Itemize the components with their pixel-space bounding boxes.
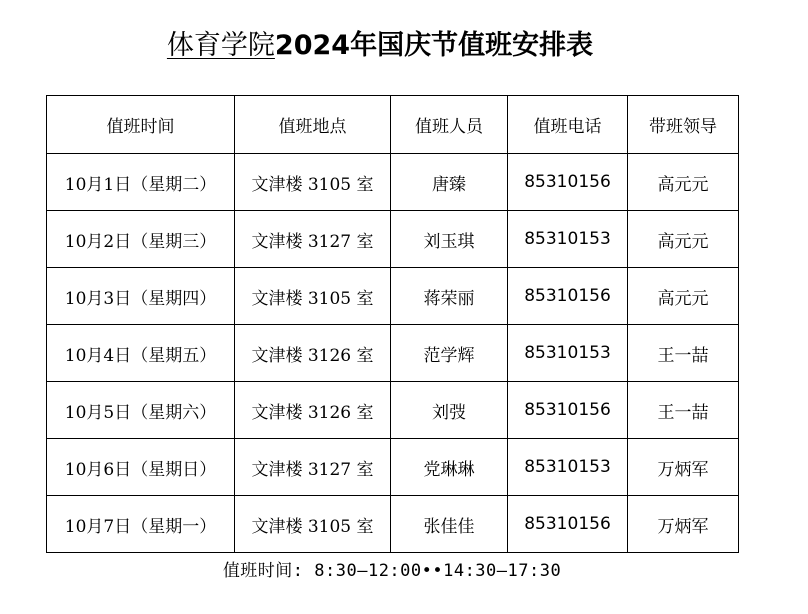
cell-phone: 85310156 <box>508 268 628 325</box>
header-duty-phone: 值班电话 <box>508 96 628 154</box>
cell-person: 蒋荣丽 <box>391 268 508 325</box>
cell-date: 10月1日（星期二） <box>47 154 235 211</box>
cell-leader: 高元元 <box>628 154 739 211</box>
cell-date: 10月5日（星期六） <box>47 382 235 439</box>
table-row <box>47 325 739 382</box>
cell-place: 文津楼 3127 室 <box>235 211 391 268</box>
cell-person: 党琳琳 <box>391 439 508 496</box>
header-duty-person: 值班人员 <box>391 96 508 154</box>
cell-phone: 85310153 <box>508 325 628 382</box>
table-row <box>47 382 739 439</box>
cell-phone: 85310156 <box>508 382 628 439</box>
table-row <box>47 496 739 553</box>
cell-leader: 王一喆 <box>628 382 739 439</box>
table-row <box>47 268 739 325</box>
table-row <box>47 211 739 268</box>
cell-place: 文津楼 3127 室 <box>235 439 391 496</box>
cell-phone: 85310153 <box>508 211 628 268</box>
table-row <box>47 154 739 211</box>
cell-date: 10月7日（星期一） <box>47 496 235 553</box>
header-duty-place: 值班地点 <box>235 96 391 154</box>
cell-place: 文津楼 3105 室 <box>235 154 391 211</box>
cell-leader: 高元元 <box>628 268 739 325</box>
table-row <box>47 439 739 496</box>
cell-leader: 高元元 <box>628 211 739 268</box>
header-duty-time: 值班时间 <box>47 96 235 154</box>
header-duty-leader: 带班领导 <box>628 96 739 154</box>
cell-person: 范学辉 <box>391 325 508 382</box>
cell-phone: 85310156 <box>508 496 628 553</box>
cell-place: 文津楼 3105 室 <box>235 496 391 553</box>
cell-date: 10月6日（星期日） <box>47 439 235 496</box>
cell-phone: 85310153 <box>508 439 628 496</box>
cell-date: 10月4日（星期五） <box>47 325 235 382</box>
cell-person: 刘玉琪 <box>391 211 508 268</box>
table-header-row <box>47 96 739 154</box>
schedule-title: 2024年国庆节值班安排表 <box>274 30 594 61</box>
duty-hours-note: 值班时间: 8:30—12:00••14:30—17:30 <box>222 561 562 581</box>
cell-person: 刘弢 <box>391 382 508 439</box>
cell-date: 10月3日（星期四） <box>47 268 235 325</box>
cell-leader: 万炳军 <box>628 439 739 496</box>
cell-phone: 85310156 <box>508 154 628 211</box>
cell-place: 文津楼 3126 室 <box>235 325 391 382</box>
cell-leader: 王一喆 <box>628 325 739 382</box>
cell-person: 张佳佳 <box>391 496 508 553</box>
cell-date: 10月2日（星期三） <box>47 211 235 268</box>
duty-schedule-table <box>46 95 739 553</box>
cell-place: 文津楼 3126 室 <box>235 382 391 439</box>
department-name: 体育学院 <box>166 30 275 61</box>
cell-person: 唐臻 <box>391 154 508 211</box>
cell-place: 文津楼 3105 室 <box>235 268 391 325</box>
page-title <box>0 26 760 66</box>
cell-leader: 万炳军 <box>628 496 739 553</box>
